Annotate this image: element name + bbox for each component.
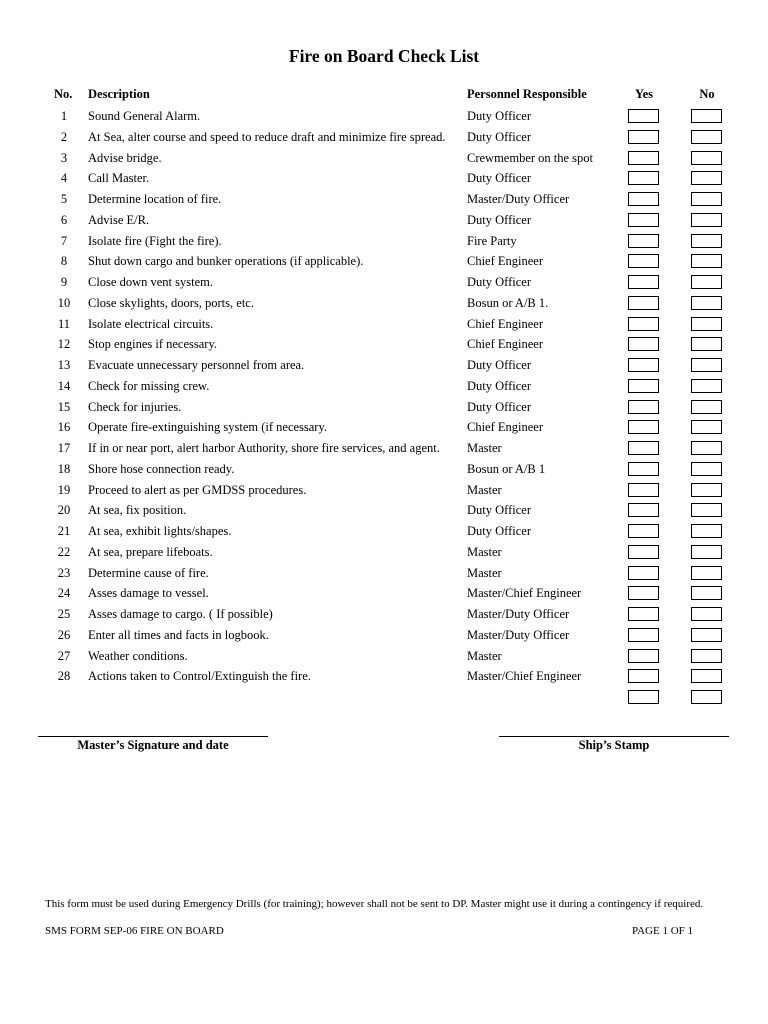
item-personnel: Chief Engineer: [467, 316, 544, 331]
table-row: [0, 232, 768, 253]
table-row: [0, 356, 768, 377]
item-number: 22: [57, 544, 71, 559]
table-row: [0, 460, 768, 481]
item-description: Call Master.: [88, 171, 150, 186]
item-description: At Sea, alter course and speed to reduce draft and minimize fire spread.: [88, 129, 446, 144]
item-personnel: Master: [467, 482, 502, 497]
no-checkbox[interactable]: [691, 690, 722, 704]
no-checkbox[interactable]: [691, 462, 722, 476]
item-description: Evacuate unnecessary personnel from area.: [88, 358, 305, 372]
item-description: Determine location of fire.: [88, 192, 222, 206]
item-number: 5: [60, 192, 68, 206]
master-signature-line: [38, 736, 268, 737]
yes-checkbox[interactable]: [628, 234, 659, 248]
no-checkbox[interactable]: [691, 109, 722, 123]
item-description: Proceed to alert as per GMDSS procedures.: [88, 482, 307, 497]
item-personnel: Fire Party: [467, 233, 517, 248]
item-number: 13: [57, 358, 71, 372]
item-number: 15: [57, 399, 71, 414]
no-checkbox[interactable]: [691, 151, 722, 165]
no-checkbox[interactable]: [691, 317, 722, 331]
table-row: [0, 522, 768, 543]
item-description: Enter all times and facts in logbook.: [88, 627, 269, 642]
table-row: [0, 377, 768, 398]
table-row: [0, 667, 768, 688]
item-number: 21: [57, 524, 71, 538]
no-checkbox[interactable]: [691, 254, 722, 268]
item-personnel: Master: [467, 441, 502, 455]
item-description: Close down vent system.: [88, 275, 213, 289]
item-number: 23: [57, 565, 71, 580]
yes-checkbox[interactable]: [628, 213, 659, 227]
item-number: 24: [57, 586, 71, 601]
no-checkbox[interactable]: [691, 275, 722, 289]
item-description: Shut down cargo and bunker operations (if applicable).: [88, 254, 364, 269]
no-checkbox[interactable]: [691, 649, 722, 663]
table-row: [0, 543, 768, 564]
table-row: [0, 128, 768, 149]
table-row: [0, 273, 768, 294]
yes-checkbox[interactable]: [628, 628, 659, 642]
yes-checkbox[interactable]: [628, 379, 659, 393]
page-number: PAGE 1 OF 1: [632, 925, 694, 937]
yes-checkbox[interactable]: [628, 503, 659, 517]
table-row: [0, 294, 768, 315]
table-row: [0, 418, 768, 439]
table-row: [0, 501, 768, 522]
item-personnel: Bosun or A/B 1.: [467, 295, 549, 310]
item-personnel: Duty Officer: [467, 378, 531, 393]
item-description: Asses damage to vessel.: [88, 586, 209, 601]
no-checkbox[interactable]: [691, 483, 722, 497]
item-personnel: Chief Engineer: [467, 337, 544, 352]
table-row: [0, 398, 768, 419]
table-row: [0, 315, 768, 336]
yes-checkbox[interactable]: [628, 545, 659, 559]
header-no: No.: [54, 87, 73, 101]
yes-checkbox[interactable]: [628, 151, 659, 165]
yes-checkbox[interactable]: [628, 524, 659, 538]
item-description: Check for missing crew.: [88, 378, 210, 393]
header-personnel: Personnel Responsible: [467, 87, 587, 101]
table-row: [0, 211, 768, 232]
item-description: Advise E/R.: [88, 212, 150, 227]
item-personnel: Master/Duty Officer: [467, 627, 570, 642]
item-personnel: Duty Officer: [467, 109, 531, 123]
item-description: Advise bridge.: [88, 150, 162, 165]
yes-checkbox[interactable]: [628, 109, 659, 123]
no-checkbox[interactable]: [691, 400, 722, 414]
form-id: SMS FORM SEP-06 FIRE ON BOARD: [45, 925, 224, 937]
table-row: [0, 626, 768, 647]
yes-checkbox[interactable]: [628, 130, 659, 144]
item-description: Determine cause of fire.: [88, 565, 209, 580]
item-description: Sound General Alarm.: [88, 109, 201, 123]
item-personnel: Duty Officer: [467, 399, 531, 414]
item-number: 25: [57, 607, 71, 621]
item-number: 26: [57, 627, 71, 642]
no-checkbox[interactable]: [691, 192, 722, 206]
ship-stamp-line: [499, 736, 729, 737]
footer-note: This form must be used during Emergency Drills (for training); however shall not be sent to DP. Master might use it during a contingency if required.: [45, 898, 704, 910]
item-number: 9: [60, 275, 68, 289]
no-checkbox[interactable]: [691, 607, 722, 621]
table-row: [0, 107, 768, 128]
yes-checkbox[interactable]: [628, 275, 659, 289]
yes-checkbox[interactable]: [628, 296, 659, 310]
table-row: [0, 584, 768, 605]
item-personnel: Chief Engineer: [467, 420, 544, 435]
item-personnel: Master/Chief Engineer: [467, 586, 582, 601]
no-checkbox[interactable]: [691, 358, 722, 372]
item-personnel: Master: [467, 544, 502, 559]
item-number: 8: [60, 254, 68, 269]
yes-checkbox[interactable]: [628, 400, 659, 414]
item-description: Stop engines if necessary.: [88, 337, 218, 352]
ship-stamp-label: Ship’s Stamp: [578, 738, 650, 752]
item-personnel: Duty Officer: [467, 129, 531, 144]
item-number: 1: [60, 109, 68, 123]
no-checkbox[interactable]: [691, 130, 722, 144]
yes-checkbox[interactable]: [628, 317, 659, 331]
item-description: Asses damage to cargo. ( If possible): [88, 607, 273, 621]
item-personnel: Duty Officer: [467, 275, 531, 289]
no-checkbox[interactable]: [691, 234, 722, 248]
item-number: 14: [57, 378, 71, 393]
no-checkbox[interactable]: [691, 420, 722, 434]
no-checkbox[interactable]: [691, 379, 722, 393]
item-personnel: Master: [467, 648, 502, 663]
item-description: Close skylights, doors, ports, etc.: [88, 295, 254, 310]
yes-checkbox[interactable]: [628, 462, 659, 476]
item-number: 17: [57, 441, 71, 455]
table-row: [0, 169, 768, 190]
table-row: [0, 564, 768, 585]
item-personnel: Duty Officer: [467, 171, 531, 186]
item-number: 16: [57, 420, 71, 435]
table-row: [0, 481, 768, 502]
yes-checkbox[interactable]: [628, 483, 659, 497]
no-checkbox[interactable]: [691, 337, 722, 351]
item-personnel: Duty Officer: [467, 212, 531, 227]
page-title: Fire on Board Check List: [288, 46, 480, 66]
no-checkbox[interactable]: [691, 171, 722, 185]
yes-checkbox[interactable]: [628, 586, 659, 600]
no-checkbox[interactable]: [691, 441, 722, 455]
item-description: Operate fire-extinguishing system (if necessary.: [88, 420, 328, 435]
no-checkbox[interactable]: [691, 628, 722, 642]
yes-checkbox[interactable]: [628, 607, 659, 621]
yes-checkbox[interactable]: [628, 649, 659, 663]
item-personnel: Master/Duty Officer: [467, 607, 570, 621]
item-personnel: Master/Duty Officer: [467, 192, 570, 206]
item-personnel: Master: [467, 565, 502, 580]
item-description: Weather conditions.: [88, 648, 188, 663]
item-number: 6: [60, 212, 68, 227]
item-number: 19: [57, 482, 71, 497]
header-description: Description: [88, 87, 150, 101]
item-number: 18: [57, 461, 71, 476]
item-number: 27: [57, 648, 71, 663]
table-row: [0, 605, 768, 626]
item-personnel: Chief Engineer: [467, 254, 544, 269]
item-number: 7: [60, 233, 68, 248]
header-no-column: No: [699, 87, 715, 101]
item-personnel: Crewmember on the spot: [467, 150, 594, 165]
no-checkbox[interactable]: [691, 669, 722, 683]
no-checkbox[interactable]: [691, 503, 722, 517]
table-row: [0, 149, 768, 170]
yes-checkbox[interactable]: [628, 358, 659, 372]
item-personnel: Duty Officer: [467, 503, 531, 518]
item-personnel: Master/Chief Engineer: [467, 669, 582, 684]
item-number: 10: [57, 295, 71, 310]
item-description: Check for injuries.: [88, 399, 182, 414]
item-number: 4: [60, 171, 68, 186]
table-row: [0, 252, 768, 273]
checklist-table: [0, 107, 768, 709]
item-number: 12: [57, 337, 71, 352]
no-checkbox[interactable]: [691, 524, 722, 538]
no-checkbox[interactable]: [691, 545, 722, 559]
item-personnel: Duty Officer: [467, 358, 531, 372]
item-number: 28: [57, 669, 71, 684]
yes-checkbox[interactable]: [628, 420, 659, 434]
no-checkbox[interactable]: [691, 566, 722, 580]
table-row: [0, 688, 768, 709]
yes-checkbox[interactable]: [628, 690, 659, 704]
item-description: At sea, exhibit lights/shapes.: [88, 524, 232, 538]
yes-checkbox[interactable]: [628, 171, 659, 185]
item-description: Actions taken to Control/Extinguish the fire.: [88, 669, 311, 684]
item-personnel: Bosun or A/B 1: [467, 461, 546, 476]
item-description: Isolate fire (Fight the fire).: [88, 233, 222, 248]
yes-checkbox[interactable]: [628, 192, 659, 206]
item-personnel: Duty Officer: [467, 524, 531, 538]
no-checkbox[interactable]: [691, 213, 722, 227]
yes-checkbox[interactable]: [628, 254, 659, 268]
no-checkbox[interactable]: [691, 296, 722, 310]
table-row: [0, 647, 768, 668]
no-checkbox[interactable]: [691, 586, 722, 600]
yes-checkbox[interactable]: [628, 337, 659, 351]
item-description: If in or near port, alert harbor Authority, shore fire services, and agent.: [88, 441, 440, 455]
yes-checkbox[interactable]: [628, 566, 659, 580]
item-description: Isolate electrical circuits.: [88, 316, 214, 331]
master-signature-label: Master’s Signature and date: [77, 738, 229, 752]
header-yes: Yes: [634, 87, 654, 101]
item-description: At sea, prepare lifeboats.: [88, 544, 213, 559]
yes-checkbox[interactable]: [628, 441, 659, 455]
table-row: [0, 190, 768, 211]
table-row: [0, 335, 768, 356]
item-description: At sea, fix position.: [88, 503, 187, 518]
yes-checkbox[interactable]: [628, 669, 659, 683]
item-description: Shore hose connection ready.: [88, 461, 235, 476]
item-number: 2: [60, 129, 68, 144]
item-number: 3: [60, 150, 68, 165]
item-number: 11: [57, 316, 71, 331]
item-number: 20: [57, 503, 71, 518]
table-row: [0, 439, 768, 460]
